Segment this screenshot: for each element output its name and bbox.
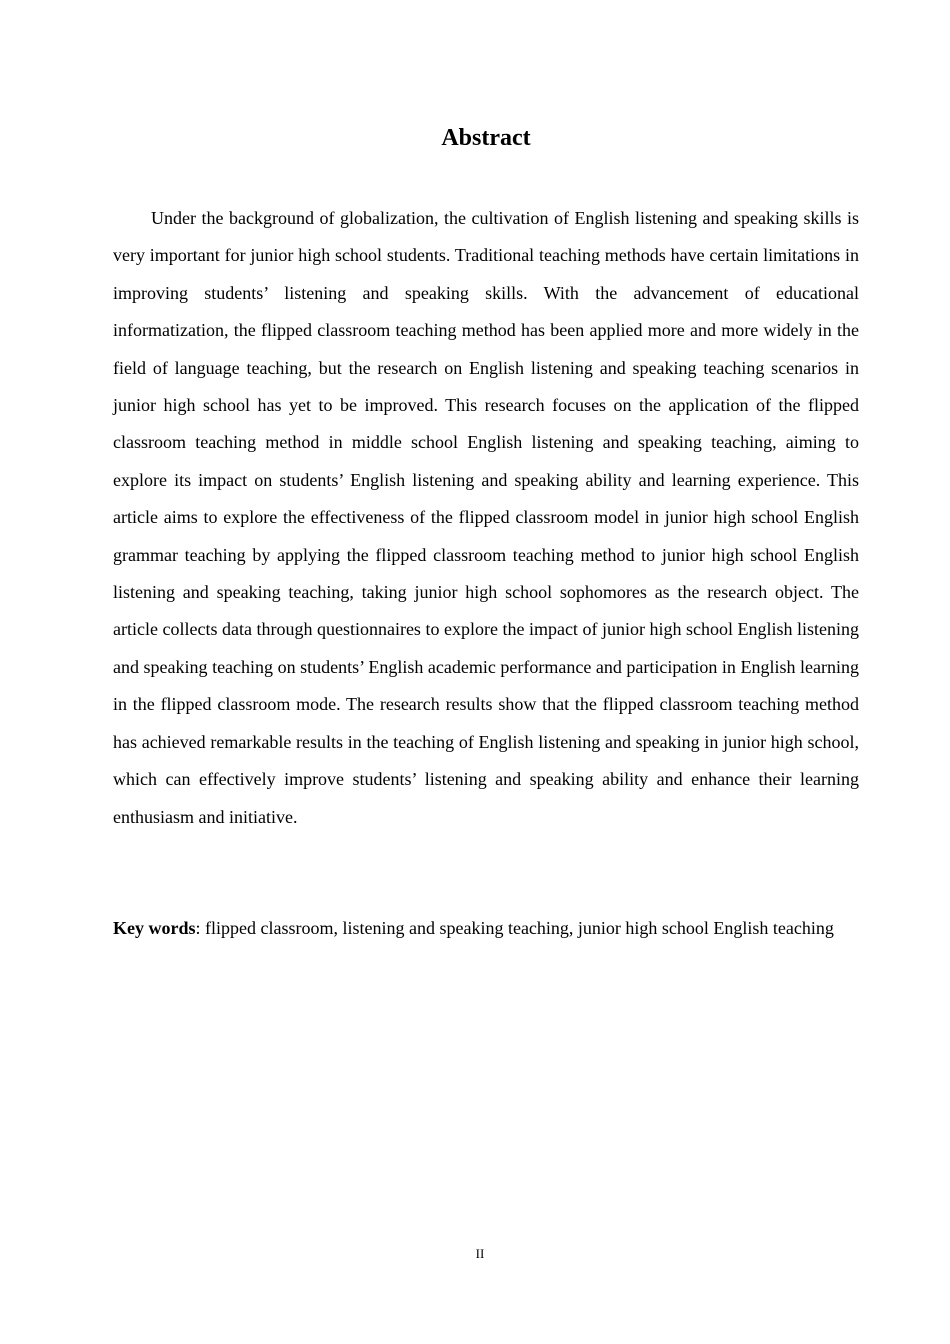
keywords-separator: :	[195, 918, 201, 938]
keywords-paragraph	[113, 910, 859, 947]
keywords-text: flipped classroom, listening and speaking teaching, junior high school English teaching	[200, 918, 834, 938]
page-number: II	[475, 1246, 485, 1261]
abstract-title: Abstract	[441, 125, 531, 151]
abstract-body: Under the background of globalization, the cultivation of English listening and speaking skills is very important for junior high school students. Traditional teaching methods have certain limitations in improving students’ listening and speaking skills. With the advancement of educational informatization, the flipped classroom teaching method has been applied more and more widely in the field of language teaching, but the research on English listening and speaking teaching scenarios in junior high school has yet to be improved. This research focuses on the application of the flipped classroom teaching method in middle school English listening and speaking teaching, aiming to explore its impact on students’ English listening and speaking ability and learning experience. This article aims to explore the effectiveness of the flipped classroom model in junior high school English grammar teaching by applying the flipped classroom teaching method to junior high school English listening and speaking teaching, taking junior high school sophomores as the research object. The article collects data through questionnaires to explore the impact of junior high school English listening and speaking teaching on students’ English academic performance and participation in English learning in the flipped classroom mode. The research results show that the flipped classroom teaching method has achieved remarkable results in the teaching of English listening and speaking in junior high school, which can effectively improve students’ listening and speaking ability and enhance their learning enthusiasm and initiative.	[113, 208, 859, 827]
keywords-label: Key words	[113, 918, 196, 938]
